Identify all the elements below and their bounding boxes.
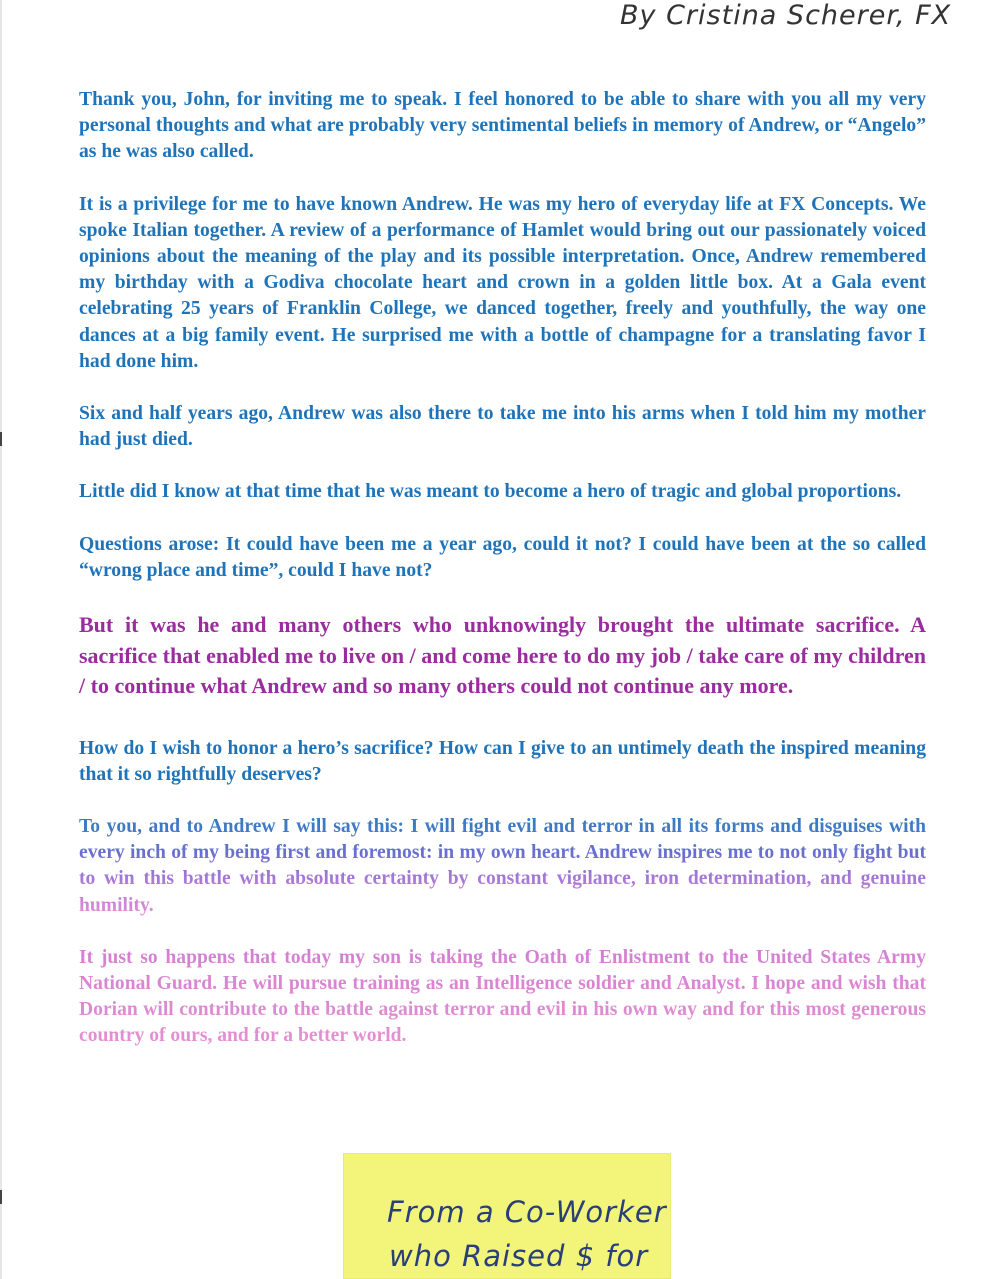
paragraph-privilege: It is a privilege for me to have known Andrew. He was my hero of everyday life at FX Concepts. We spoke Italian together. A review of a performance of Hamlet would bring out our passionately voiced opinions about the meaning of the play and its possible interpretation. Once, Andrew remembered my birthday with a Godiva chocolate heart and crown in a golden little box. At a Gala event celebrating 25 years of Franklin College, we danced together, freely and youthfully, the way one dances at a big family event. He surprised me with a bottle of champagne for a translating favor I had done him. [79, 193, 926, 372]
letter-body [79, 87, 926, 1076]
page-edge-mark [0, 432, 8, 446]
sticky-note [343, 1153, 671, 1279]
sticky-note-line-2: who Raised $ for [389, 1239, 649, 1273]
paragraph-honor: How do I wish to honor a hero’s sacrifice? How can I give to an untimely death the inspired meaning that it so rightfully deserves? [79, 737, 926, 785]
page-left-edge [0, 0, 2, 1279]
page-edge-mark [0, 1190, 8, 1204]
paragraph-thanks: Thank you, John, for inviting me to speak. I feel honored to be able to share with you all my very personal thoughts and what are probably very sentimental beliefs in memory of Andrew, or “Angelo” as he was also called. [79, 89, 926, 163]
paragraph-sacrifice: But it was he and many others who unknowingly brought the ultimate sacrifice. A sacrifice that enabled me to live on / and come here to do my job / take care of my children / to continue what Andrew and so many others could not continue any more. [79, 612, 926, 699]
sticky-note-line-1: From a Co-Worker [387, 1195, 667, 1229]
paragraph-son: It just so happens that today my son is taking the Oath of Enlistment to the United States Army National Guard. He will pursue training as an Intelligence soldier and Analyst. I hope and wish that Dorian will contribute to the battle against terror and evil in his own way and for this most generous country of ours, and for a better world. [79, 945, 926, 1050]
paragraph-questions: Questions arose: It could have been me a year ago, could it not? I could have been at the so called “wrong place and time”, could I have not? [79, 533, 926, 581]
handwritten-byline: By Cristina Scherer, FX [620, 0, 952, 31]
paragraph-fight: To you, and to Andrew I will say this: I will fight evil and terror in all its forms and disguises with every inch of my being first and foremost: in my own heart. Andrew inspires me to not only fight but to win this battle with absolute certainty by constant vigilance, iron determination, and genuine humility. [79, 814, 926, 919]
paragraph-mother: Six and half years ago, Andrew was also there to take me into his arms when I told him my mother had just died. [79, 403, 926, 451]
paragraph-hero: Little did I know at that time that he was meant to become a hero of tragic and global proportions. [79, 481, 902, 503]
